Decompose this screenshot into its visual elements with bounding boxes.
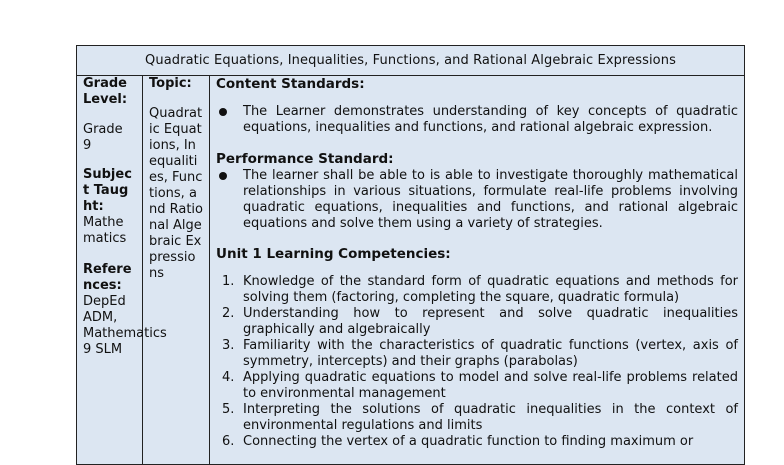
lesson-plan-table bbox=[76, 45, 745, 465]
competencies-list bbox=[216, 274, 738, 450]
topic-value: Quadratic Equations, Inequalities, Functions, and Rational Algebraic Expressions bbox=[149, 106, 203, 281]
performance-standard-item bbox=[216, 168, 738, 232]
competency-number: 1. bbox=[222, 274, 235, 289]
grade-level-value: Grade 9 bbox=[83, 122, 123, 153]
competency-number: 3. bbox=[222, 338, 235, 353]
competency-item bbox=[216, 434, 738, 450]
references-label: References: bbox=[83, 262, 132, 293]
competency-number: 2. bbox=[222, 306, 235, 321]
competency-item bbox=[216, 338, 738, 370]
competency-text: Knowledge of the standard form of quadratic equations and methods for solving them (factoring, completing the square, quadratic formula) bbox=[243, 274, 738, 305]
competency-item bbox=[216, 306, 738, 338]
performance-standard-heading: Performance Standard: bbox=[216, 151, 394, 167]
subject-taught-label: Subject Taught: bbox=[83, 167, 132, 214]
performance-standard-text: The learner shall be able to is able to investigate thoroughly mathematical relationships in various situations, formulate real-life problems involving quadratic equations, inequalities and functions, and rational algebraic equations and solve them using a variety of strategies. bbox=[243, 168, 738, 231]
competency-item bbox=[216, 274, 738, 306]
table-title-row bbox=[77, 46, 744, 76]
competencies-heading: Unit 1 Learning Competencies: bbox=[216, 246, 451, 262]
competency-text: Familiarity with the characteristics of quadratic functions (vertex, axis of symmetry, intercepts) and their graphs (parabolas) bbox=[243, 338, 738, 369]
grade-level-label: Grade Level: bbox=[83, 76, 128, 107]
competency-text: Understanding how to represent and solve quadratic inequalities graphically and algebraically bbox=[243, 306, 738, 337]
competency-text: Connecting the vertex of a quadratic function to finding maximum or bbox=[243, 434, 694, 449]
table-body-row bbox=[77, 76, 744, 464]
competency-number: 5. bbox=[222, 402, 235, 417]
table-title: Quadratic Equations, Inequalities, Functions, and Rational Algebraic Expressions bbox=[145, 53, 676, 68]
content-standards-item bbox=[216, 104, 738, 136]
content-standards-heading: Content Standards: bbox=[216, 76, 365, 92]
topic-label: Topic: bbox=[149, 76, 192, 91]
competency-text: Interpreting the solutions of quadratic inequalities in the context of environmental regulations and limits bbox=[243, 402, 738, 433]
subject-taught-value: Mathematics bbox=[83, 215, 127, 246]
content-column bbox=[210, 76, 744, 464]
bullet-icon bbox=[219, 172, 227, 180]
grade-column bbox=[77, 76, 167, 464]
competency-number: 4. bbox=[222, 370, 235, 385]
references-value: DepEd ADM, Mathematics 9 SLM bbox=[83, 294, 167, 357]
topic-column bbox=[143, 76, 210, 464]
competency-item bbox=[216, 402, 738, 434]
bullet-icon bbox=[219, 108, 227, 116]
competency-text: Applying quadratic equations to model and solve real-life problems related to environmental management bbox=[243, 370, 738, 401]
competency-item bbox=[216, 370, 738, 402]
content-standards-text: The Learner demonstrates understanding of key concepts of quadratic equations, inequalities and functions, and rational algebraic expression. bbox=[243, 104, 738, 135]
competency-number: 6. bbox=[222, 434, 235, 449]
